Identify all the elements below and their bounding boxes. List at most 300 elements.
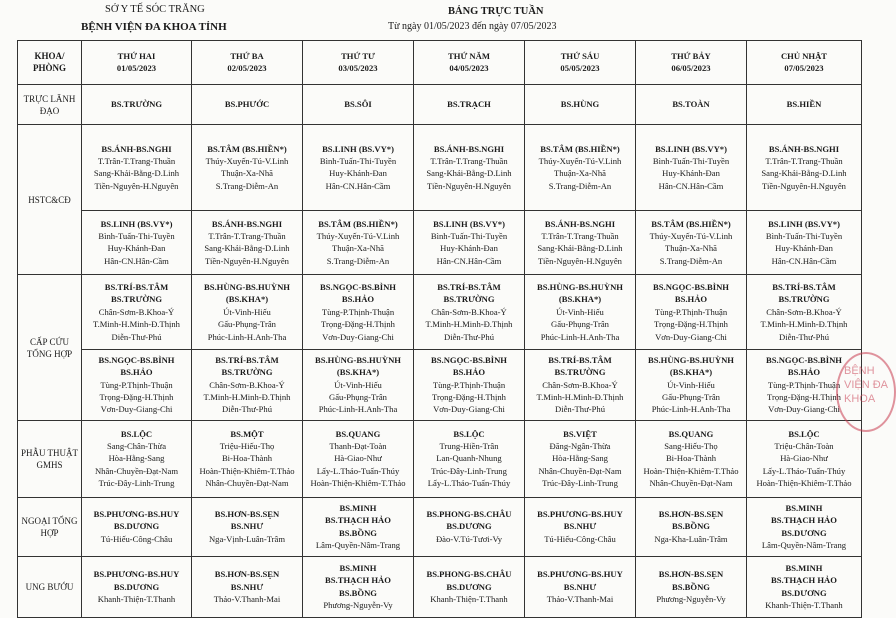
cell-line: (BS.KHA*) <box>669 367 713 378</box>
duty-cell <box>747 125 862 210</box>
cell-line: Triệu-Hiếu-Thọ <box>219 441 275 452</box>
cell-line: Gấu-Phụng-Trân <box>218 319 276 330</box>
cell-line: BS.THẠCH HẢO <box>325 515 391 526</box>
duty-cell <box>636 275 747 349</box>
cell-line: Trung-Hiền-Trân <box>439 441 499 452</box>
cell-line: BS.THẠCH HẢO <box>325 575 391 586</box>
cell-line: Trúc-Đây-Linh-Trung <box>431 465 507 476</box>
cell-line: Nhân-Chuyền-Đạt-Nam <box>205 478 289 489</box>
leader-cell: BS.SÔI <box>303 84 414 125</box>
cell-line: Thảo-V.Thanh-Mai <box>213 594 281 604</box>
cell-line: BS.QUANG <box>668 428 714 439</box>
cell-line: Vơn-Duy-Giang-Chi <box>100 404 173 415</box>
cell-line: Thúy-Xuyến-Tú-V.Linh <box>205 156 289 167</box>
cell-line: BS.NGỌC-BS.BÌNH <box>98 354 175 365</box>
cell-line: Lấy-L.Thảo-Tuấn-Thúy <box>762 465 846 476</box>
leader-cell: BS.TRẠCH <box>414 84 525 125</box>
day-date: 01/05/2023 <box>116 63 157 74</box>
cell-line: Sang-Chân-Thừa <box>106 441 167 452</box>
duty-cell <box>747 497 862 556</box>
cell-line: BS.HÙNG-BS.HUỲNH <box>315 354 401 365</box>
cell-line: Huy-Khánh-Đan <box>775 243 833 254</box>
cell-line: Thanh-Đạt-Toàn <box>329 441 387 452</box>
duty-cell <box>192 349 303 420</box>
cell-line: Chân-Sơm-B.Khoa-Ý <box>542 379 618 390</box>
row-label-ungbuou: UNG BƯỚU <box>18 556 82 617</box>
cell-line: BS.TRƯỜNG <box>443 294 495 305</box>
cell-line: Thuận-Xa-Nhã <box>553 168 607 179</box>
cell-line: BS.ÁNH-BS.NGHI <box>211 218 283 229</box>
cell-line: Sang-Khải-Bằng-D.Linh <box>537 243 623 254</box>
phauthuat-row <box>18 420 862 497</box>
cell-line: Chân-Sơm-B.Khoa-Ý <box>98 306 175 317</box>
cell-line: Hà-Giao-Như <box>780 453 828 464</box>
row-label-ngoai: NGOẠI TỔNG HỢP <box>18 497 82 556</box>
cell-line: T.Trân-T.Trang-Thuần <box>541 231 619 242</box>
cell-line: Hà-Giao-Như <box>334 453 382 464</box>
cell-line: Nga-Kha-Luân-Trâm <box>654 533 728 544</box>
cell-line: Bình-Tuấn-Thi-Tuyền <box>430 231 508 242</box>
cell-line: BS.LINH (BS.VY*) <box>768 218 840 229</box>
day-header-2 <box>192 41 303 85</box>
duty-cell <box>192 275 303 349</box>
cell-line: Tú-Hiếu-Công-Châu <box>100 533 173 544</box>
cell-line: Tiền-Nguyên-H.Nguyên <box>94 180 179 191</box>
day-header-1 <box>82 41 192 85</box>
cell-line: BS.LINH (BS.VY*) <box>655 143 727 154</box>
day-header-6 <box>636 41 747 85</box>
cell-line: Lâm-Quyền-Nâm-Trang <box>761 539 847 550</box>
row-label-leader: TRỰC LÃNH ĐẠO <box>18 84 82 125</box>
day-date: 04/05/2023 <box>449 63 489 74</box>
cell-line: Gấu-Phụng-Trân <box>551 319 609 330</box>
cell-line: Phúc-Linh-H.Anh-Tha <box>318 404 398 415</box>
cell-line: BS.MINH <box>785 502 823 513</box>
cell-line: Khanh-Thiện-T.Thanh <box>97 594 176 604</box>
duty-cell <box>82 125 192 210</box>
day-name: THỨ SÁU <box>560 50 600 61</box>
day-header-7 <box>747 41 862 85</box>
day-name: THỨ BA <box>230 50 264 61</box>
cell-line: BS.VIỆT <box>563 428 597 439</box>
cell-line: BS.LINH (BS.VY*) <box>433 218 505 229</box>
cell-line: BS.THẠCH HẢO <box>771 515 837 526</box>
duty-cell <box>192 420 303 497</box>
cell-line: Phương-Nguyễn-Vy <box>323 600 393 611</box>
leader-cell: BS.HÙNG <box>525 84 636 125</box>
cell-line: BS.MINH <box>339 502 377 513</box>
cell-line: Tú-Hiếu-Công-Châu <box>544 533 616 544</box>
cell-line: Nga-Vịnh-Luân-Trâm <box>208 533 286 544</box>
date-range: Từ ngày 01/05/2023 đến ngày 07/05/2023 <box>388 21 557 32</box>
cell-line: Diễn-Thư-Phú <box>443 331 494 342</box>
cell-line: BS.LỘC <box>453 428 485 439</box>
cell-line: BS.TRÍ-BS.TÂM <box>437 281 501 292</box>
duty-cell <box>747 275 862 349</box>
cell-line: Thuận-Xa-Nhã <box>220 168 274 179</box>
duty-cell <box>525 556 636 617</box>
duty-cell <box>82 497 192 556</box>
duty-roster-table <box>17 40 862 618</box>
cell-line: BS.TRÍ-BS.TÂM <box>772 281 836 292</box>
cell-line: BS.LỘC <box>120 428 153 439</box>
cell-line: Phương-Nguyễn-Vy <box>656 594 726 604</box>
cell-line: BS.HƠN-BS.SẸN <box>658 569 724 580</box>
cell-line: BS.MINH <box>785 562 823 573</box>
cell-line: Phúc-Linh-H.Anh-Tha <box>207 331 287 342</box>
cell-line: Lấy-L.Thảo-Tuấn-Thúy <box>427 478 511 489</box>
cell-line: Tùng-P.Thịnh-Thuận <box>432 379 506 390</box>
duty-cell <box>414 556 525 617</box>
cell-line: BS.HƠN-BS.SẸN <box>658 508 724 519</box>
duty-cell <box>636 497 747 556</box>
hstc-row-1 <box>18 125 862 210</box>
cell-line: BS.TÂM (BS.HIỀN*) <box>207 143 287 154</box>
cell-line: BS.PHONG-BS.CHÂU <box>426 508 512 519</box>
cell-line: Nhân-Chuyền-Đạt-Nam <box>538 465 622 476</box>
day-date: 06/05/2023 <box>671 63 711 74</box>
cell-line: Thuận-Xa-Nhã <box>331 243 385 254</box>
ungbuou-row <box>18 556 862 617</box>
cell-line: Sang-Khải-Bằng-D.Linh <box>93 168 180 179</box>
duty-cell <box>525 349 636 420</box>
duty-cell <box>303 497 414 556</box>
cell-line: BS.HƠN-BS.SẸN <box>214 569 280 580</box>
cell-line: BS.DƯƠNG <box>113 581 160 592</box>
duty-cell <box>414 349 525 420</box>
duty-cell <box>82 420 192 497</box>
cell-line: BS.THẠCH HẢO <box>771 575 837 586</box>
cell-line: Diễn-Thư-Phú <box>778 331 829 342</box>
cell-line: BS.NGỌC-BS.BÌNH <box>653 281 729 292</box>
duty-cell <box>192 497 303 556</box>
cell-line: BS.PHONG-BS.CHÂU <box>426 569 512 580</box>
cell-line: Huy-Khánh-Đan <box>107 243 166 254</box>
day-header-4 <box>414 41 525 85</box>
duty-cell <box>192 210 303 275</box>
cell-line: Huy-Khánh-Đan <box>662 168 720 179</box>
cell-line: Tiền-Nguyên-H.Nguyên <box>538 255 622 266</box>
duty-cell <box>414 275 525 349</box>
day-name: THỨ TƯ <box>341 50 375 61</box>
cell-line: BS.DƯƠNG <box>781 587 827 598</box>
cell-line: BS.TRƯỜNG <box>778 294 830 305</box>
cell-line: S.Trang-Diễm-An <box>548 180 612 191</box>
ngoai-row <box>18 497 862 556</box>
duty-cell <box>636 556 747 617</box>
cell-line: T.Minh-H.Minh-Đ.Thịnh <box>203 391 291 402</box>
cell-line: BS.NGỌC-BS.BÌNH <box>766 354 842 365</box>
cell-line: BS.NGỌC-BS.BÌNH <box>431 354 507 365</box>
cell-line: Phúc-Linh-H.Anh-Tha <box>651 404 731 415</box>
cell-line: Lâm-Quyền-Nâm-Trang <box>315 539 401 550</box>
duty-cell <box>82 349 192 420</box>
cell-line: Tiền-Nguyên-H.Nguyên <box>762 180 846 191</box>
cell-line: BS.DƯƠNG <box>113 521 160 532</box>
duty-cell <box>303 125 414 210</box>
duty-cell <box>82 556 192 617</box>
cell-line: BS.TRƯỜNG <box>110 294 162 305</box>
cell-line: T.Trân-T.Trang-Thuần <box>208 231 286 242</box>
cell-line: Vơn-Duy-Giang-Chi <box>768 404 840 415</box>
cell-line: Nhân-Chuyền-Đạt-Nam <box>94 465 179 476</box>
cell-line: Út-Vinh-Hiếu <box>334 379 382 390</box>
cell-line: BS.TRƯỜNG <box>221 367 273 378</box>
cell-line: BS.LINH (BS.VY*) <box>100 218 173 229</box>
duty-cell <box>303 556 414 617</box>
cell-line: BS.BỒNG <box>672 581 710 592</box>
cell-line: Trọng-Đặng-H.Thịnh <box>321 319 395 330</box>
cell-line: S.Trang-Diễm-An <box>659 255 723 266</box>
cell-line: Hoàn-Thiện-Khiêm-T.Thảo <box>756 478 852 489</box>
cell-line: BS.HẢO <box>120 367 153 378</box>
capcuu-row-2 <box>18 349 862 420</box>
cell-line: Trọng-Đặng-H.Thịnh <box>767 391 841 402</box>
row-label-hstc: HSTC&CĐ <box>18 125 82 275</box>
leader-cell: BS.PHƯỚC <box>192 84 303 125</box>
cell-line: (BS.KHA*) <box>336 367 380 378</box>
day-date: 03/05/2023 <box>338 63 378 74</box>
cell-line: Thuận-Xa-Nhã <box>664 243 718 254</box>
cell-line: Tùng-P.Thịnh-Thuận <box>654 306 728 317</box>
duty-cell <box>747 420 862 497</box>
cell-line: Bình-Tuấn-Thi-Tuyền <box>652 156 730 167</box>
cell-line: T.Minh-H.Minh-Đ.Thịnh <box>760 319 848 330</box>
cell-line: Sang-Khải-Bằng-D.Linh <box>426 168 512 179</box>
cell-line: BS.ÁNH-BS.NGHI <box>768 143 840 154</box>
cell-line: Trọng-Đặng-H.Thịnh <box>432 391 506 402</box>
cell-line: BS.HƠN-BS.SẸN <box>214 508 280 519</box>
department-name: SỞ Y TẾ SÓC TRĂNG <box>105 4 205 15</box>
hospital-name: BỆNH VIỆN ĐA KHOA TỈNH <box>81 21 227 33</box>
cell-line: Bình-Tuấn-Thi-Tuyền <box>98 231 175 242</box>
stamp-text: BỆNH VIỆN ĐA KHOA <box>844 365 888 405</box>
page-title: BẢNG TRỰC TUẦN <box>448 6 544 17</box>
cell-line: Hân-CN.Hân-Cầm <box>325 180 391 191</box>
cell-line: Thảo-V.Thanh-Mai <box>546 594 614 604</box>
cell-line: BS.LỘC <box>788 428 820 439</box>
cell-line: Vơn-Duy-Giang-Chi <box>322 331 394 342</box>
cell-line: T.Trân-T.Trang-Thuần <box>97 156 176 167</box>
duty-cell <box>192 556 303 617</box>
cell-line: Diễn-Thư-Phú <box>554 404 605 415</box>
cell-line: Bình-Tuấn-Thi-Tuyền <box>319 156 397 167</box>
cell-line: Khanh-Thiện-T.Thanh <box>430 594 508 604</box>
hstc-row-2 <box>18 210 862 275</box>
cell-line: Thúy-Xuyến-Tú-V.Linh <box>538 156 622 167</box>
day-name: THỨ HAI <box>117 50 156 61</box>
duty-cell <box>414 420 525 497</box>
cell-line: T.Minh-H.Minh-Đ.Thịnh <box>536 391 624 402</box>
day-date: 07/05/2023 <box>784 63 824 74</box>
leader-cell: BS.TRƯỜNG <box>82 84 192 125</box>
cell-line: Út-Vinh-Hiếu <box>223 306 271 317</box>
cell-line: BS.DƯƠNG <box>446 581 492 592</box>
duty-cell <box>747 210 862 275</box>
cell-line: BS.HÙNG-BS.HUỲNH <box>648 354 734 365</box>
cell-line: Huy-Khánh-Đan <box>329 168 387 179</box>
leader-cell: BS.TOÀN <box>636 84 747 125</box>
cell-line: Gấu-Phụng-Trân <box>662 391 720 402</box>
cell-line: Đào-V.Tú-Tươi-Vy <box>435 533 503 544</box>
cell-line: Huy-Khánh-Đan <box>440 243 498 254</box>
cell-line: Tiền-Nguyên-H.Nguyên <box>427 180 511 191</box>
cell-line: Hoàn-Thiện-Khiêm-T.Thảo <box>310 478 406 489</box>
cell-line: Phúc-Linh-H.Anh-Tha <box>540 331 620 342</box>
cell-line: BS.PHƯƠNG-BS.HUY <box>93 569 180 580</box>
cell-line: Hòa-Hằng-Sang <box>552 453 608 464</box>
duty-cell <box>636 420 747 497</box>
cell-line: BS.MỘT <box>230 428 264 439</box>
cell-line: Gấu-Phụng-Trân <box>329 391 387 402</box>
cell-line: Hoàn-Thiện-Khiêm-T.Thảo <box>199 465 295 476</box>
cell-line: BS.NHƯ <box>563 581 597 592</box>
cell-line: BS.TÂM (BS.HIỀN*) <box>651 218 731 229</box>
cell-line: BS.PHƯƠNG-BS.HUY <box>537 569 623 580</box>
cell-line: Hân-CN.Hân-Cầm <box>658 180 724 191</box>
duty-cell <box>82 275 192 349</box>
cell-line: Trúc-Đây-Linh-Trung <box>98 478 175 489</box>
cell-line: Diễn-Thư-Phú <box>111 331 162 342</box>
duty-cell <box>192 125 303 210</box>
leader-cell: BS.HIỀN <box>747 84 862 125</box>
duty-cell <box>525 497 636 556</box>
cell-line: Vơn-Duy-Giang-Chi <box>655 331 727 342</box>
cell-line: T.Trân-T.Trang-Thuần <box>765 156 843 167</box>
duty-cell <box>303 210 414 275</box>
duty-cell <box>525 210 636 275</box>
cell-line: Bi-Hoa-Thành <box>665 453 717 464</box>
day-name: THỨ BẢY <box>671 50 711 61</box>
duty-cell <box>303 275 414 349</box>
cell-line: Hân-CN.Hân-Cầm <box>104 255 169 266</box>
cell-line: BS.TRÍ-BS.TÂM <box>548 354 612 365</box>
row-label-phauthuat: PHẪU THUẬT GMHS <box>18 420 82 497</box>
cell-line: Bình-Tuấn-Thi-Tuyền <box>765 231 843 242</box>
leader-row <box>18 84 862 125</box>
cell-line: Tùng-P.Thịnh-Thuận <box>100 379 173 390</box>
duty-cell <box>747 556 862 617</box>
cell-line: BS.BỒNG <box>672 521 710 532</box>
duty-cell <box>525 125 636 210</box>
cell-line: Chân-Sơm-B.Khoa-Ý <box>766 306 842 317</box>
cell-line: S.Trang-Diễm-An <box>215 180 279 191</box>
day-name: THỨ NĂM <box>448 50 490 61</box>
cell-line: BS.NHƯ <box>563 521 597 532</box>
cell-line: Hòa-Hằng-Sang <box>108 453 165 464</box>
cell-line: BS.TRÍ-BS.TÂM <box>215 354 279 365</box>
cell-line: (BS.KHA*) <box>558 294 602 305</box>
cell-line: BS.TRÍ-BS.TÂM <box>104 281 169 292</box>
duty-cell <box>414 210 525 275</box>
cell-line: Lan-Quanh-Nhung <box>436 453 502 464</box>
cell-line: BS.LINH (BS.VY*) <box>322 143 394 154</box>
duty-cell <box>525 420 636 497</box>
hospital-stamp <box>836 352 896 432</box>
cell-line: BS.BỒNG <box>339 527 377 538</box>
duty-cell <box>636 125 747 210</box>
cell-line: BS.HẢO <box>341 294 375 305</box>
cell-line: Triệu-Chân-Toàn <box>774 441 834 452</box>
cell-line: T.Minh-H.Minh-Đ.Thịnh <box>93 319 180 330</box>
day-header-5 <box>525 41 636 85</box>
cell-line: BS.HẢO <box>787 367 821 378</box>
cell-line: Trúc-Đây-Linh-Trung <box>542 478 618 489</box>
cell-line: Tùng-P.Thịnh-Thuận <box>767 379 841 390</box>
cell-line: Chân-Sơm-B.Khoa-Ý <box>431 306 507 317</box>
duty-cell <box>414 497 525 556</box>
cell-line: Hoàn-Thiện-Khiêm-T.Thảo <box>643 465 739 476</box>
cell-line: Hân-CN.Hân-Cầm <box>436 255 502 266</box>
cell-line: Diễn-Thư-Phú <box>221 404 272 415</box>
cell-line: Sang-Khải-Bằng-D.Linh <box>204 243 290 254</box>
cell-line: Vơn-Duy-Giang-Chi <box>433 404 505 415</box>
day-header-3 <box>303 41 414 85</box>
cell-line: BS.ÁNH-BS.NGHI <box>544 218 616 229</box>
cell-line: BS.ÁNH-BS.NGHI <box>433 143 505 154</box>
cell-line: BS.HẢO <box>452 367 486 378</box>
row-label-capcuu: CẤP CỨU TỔNG HỢP <box>18 275 82 421</box>
cell-line: BS.NHƯ <box>230 581 264 592</box>
capcuu-row-1 <box>18 275 862 349</box>
duty-cell <box>636 210 747 275</box>
cell-line: S.Trang-Diễm-An <box>326 255 390 266</box>
cell-line: Sang-Hiếu-Thọ <box>664 441 718 452</box>
header-row <box>18 41 862 85</box>
cell-line: BS.MINH <box>339 562 377 573</box>
cell-line: (BS.KHA*) <box>225 294 269 305</box>
cell-line: Đăng-Ngân-Thừa <box>549 441 611 452</box>
cell-line: BS.TRƯỜNG <box>554 367 606 378</box>
cell-line: BS.ÁNH-BS.NGHI <box>101 143 172 154</box>
cell-line: Thúy-Xuyến-Tú-V.Linh <box>316 231 400 242</box>
corner-label: KHOA/ PHÒNG <box>18 41 82 85</box>
cell-line: BS.QUANG <box>335 428 381 439</box>
cell-line: Sang-Khải-Bằng-D.Linh <box>761 168 847 179</box>
cell-line: Hân-CN.Hân-Cầm <box>771 255 837 266</box>
cell-line: Trọng-Đặng-H.Thịnh <box>99 391 174 402</box>
cell-line: Khanh-Thiện-T.Thanh <box>765 600 843 611</box>
day-date: 05/05/2023 <box>560 63 600 74</box>
day-name: CHỦ NHẬT <box>780 50 828 61</box>
duty-cell <box>303 420 414 497</box>
cell-line: Út-Vinh-Hiếu <box>667 379 715 390</box>
duty-cell <box>636 349 747 420</box>
cell-line: Tùng-P.Thịnh-Thuận <box>321 306 395 317</box>
cell-line: BS.DƯƠNG <box>446 521 492 532</box>
cell-line: BS.HẢO <box>674 294 708 305</box>
cell-line: BS.TÂM (BS.HIỀN*) <box>318 218 398 229</box>
cell-line: Tiền-Nguyên-H.Nguyên <box>205 255 289 266</box>
duty-cell <box>525 275 636 349</box>
cell-line: Nhân-Chuyền-Đạt-Nam <box>649 478 733 489</box>
cell-line: BS.PHƯƠNG-BS.HUY <box>93 508 180 519</box>
cell-line: BS.NGỌC-BS.BÌNH <box>320 281 396 292</box>
cell-line: BS.HÙNG-BS.HUỲNH <box>537 281 623 292</box>
duty-cell <box>303 349 414 420</box>
cell-line: Út-Vinh-Hiếu <box>556 306 604 317</box>
cell-line: Trọng-Đặng-H.Thịnh <box>654 319 728 330</box>
cell-line: Chân-Sơm-B.Khoa-Ý <box>209 379 285 390</box>
cell-line: BS.HÙNG-BS.HUỲNH <box>204 281 290 292</box>
cell-line: BS.DƯƠNG <box>781 527 827 538</box>
cell-line: BS.PHƯƠNG-BS.HUY <box>537 508 623 519</box>
cell-line: BS.NHƯ <box>230 521 264 532</box>
duty-cell <box>82 210 192 275</box>
day-date: 02/05/2023 <box>227 63 267 74</box>
cell-line: Lấy-L.Thảo-Tuấn-Thúy <box>316 465 400 476</box>
cell-line: Bi-Hoa-Thành <box>221 453 273 464</box>
